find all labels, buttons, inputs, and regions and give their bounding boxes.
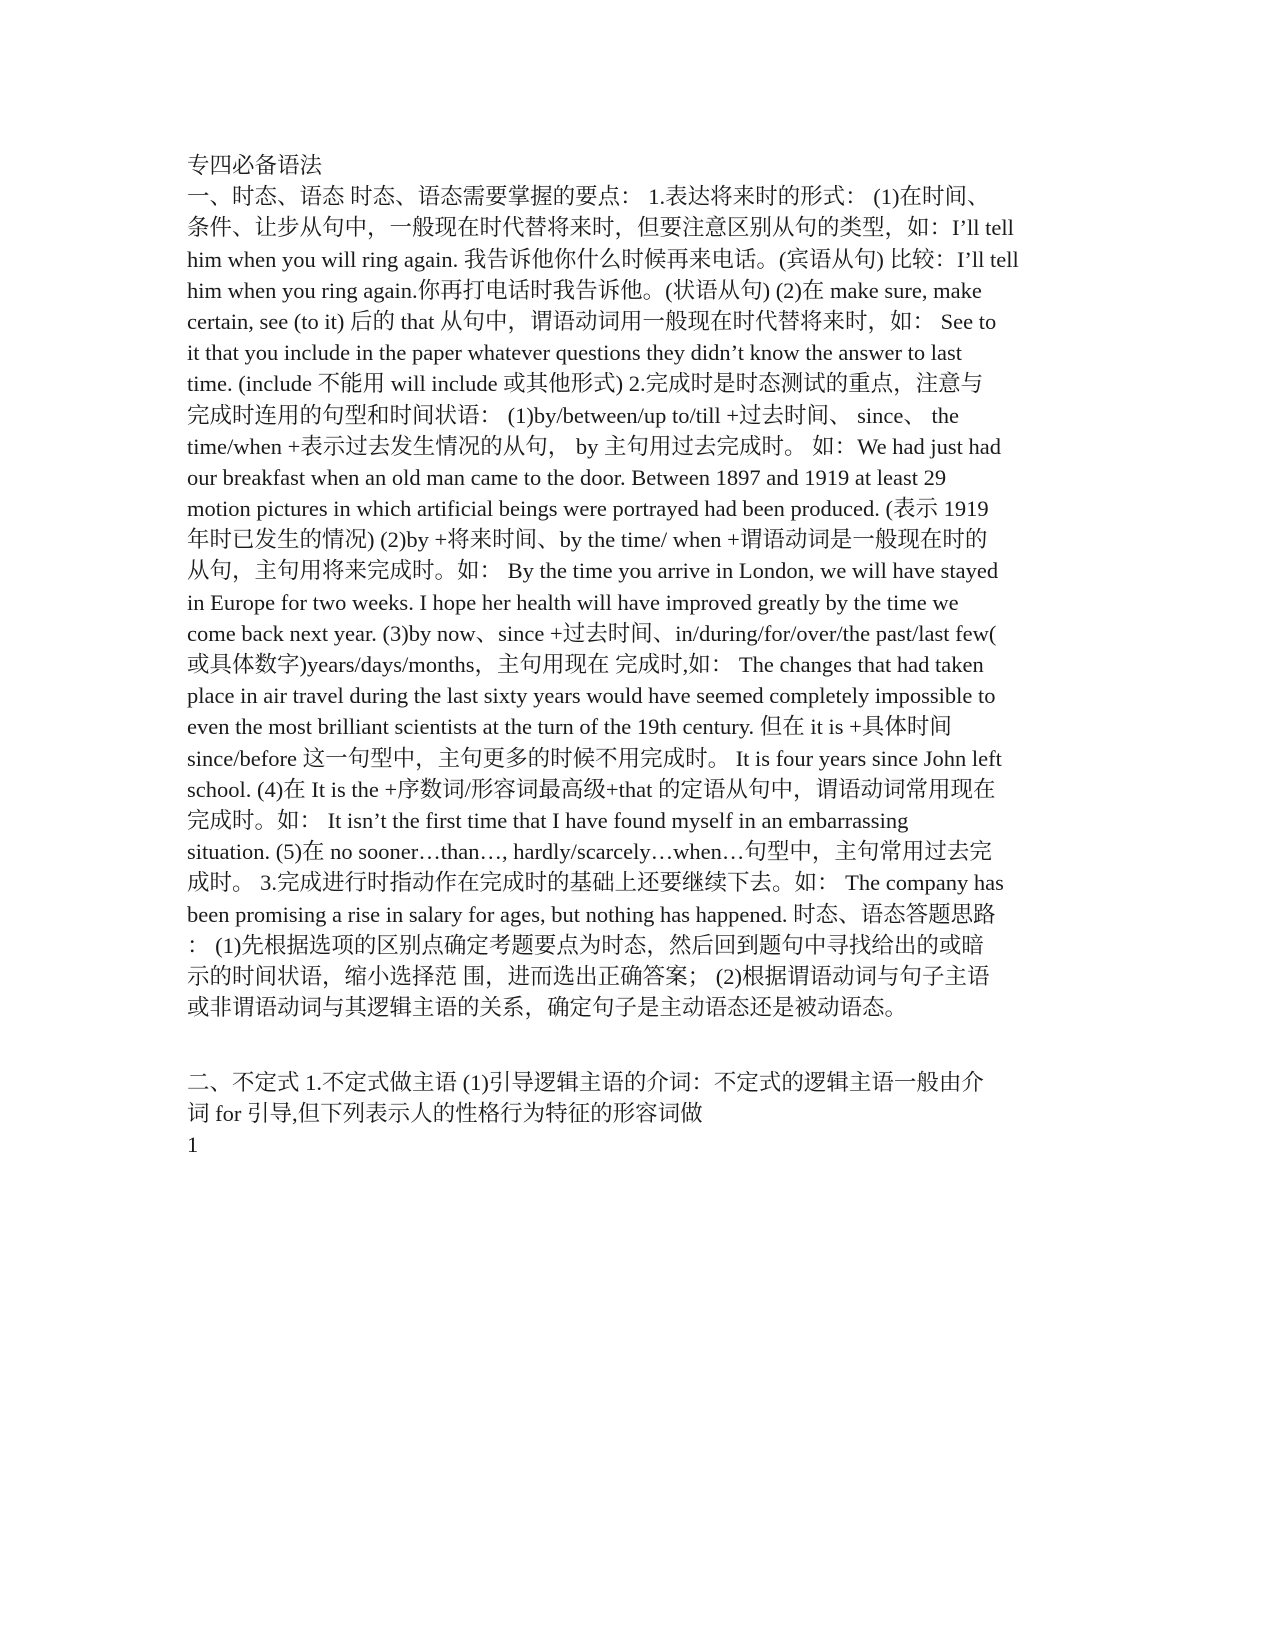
text-line: 完成时。如： It isn’t the first time that I have found myself in an embarrassing (187, 807, 909, 833)
text-line: 或非谓语动词与其逻辑主语的关系，确定句子是主动语态还是被动语态。 (187, 995, 908, 1021)
text-line: in Europe for two weeks. I hope her health will have improved greatly by the time we (187, 589, 959, 615)
text-line: motion pictures in which artificial beings were portrayed had been produced. (表示 1919 (187, 496, 989, 522)
text-line: him when you will ring again. 我告诉他你什么时候再来电话。(宾语从句) 比较：I’ll tell (187, 246, 1019, 272)
text-line: 示的时间状语，缩小选择范 围，进而选出正确答案； (2)根据谓语动词与句子主语 (187, 963, 990, 989)
text-line: 或具体数字)years/days/months，主句用现在 完成时,如： The changes that had taken (187, 652, 984, 677)
text-line: it that you include in the paper whatever questions they didn’t know the answer to last (187, 340, 963, 366)
text-line: 条件、让步从句中，一般现在时代替将来时，但要注意区别从句的类型，如：I’ll tell (187, 215, 1014, 241)
section-one-text (187, 150, 1107, 1023)
text-line: 一、时态、语态 时态、语态需要掌握的要点： 1.表达将来时的形式： (1)在时间、 (187, 184, 990, 210)
text-line: since/before 这一句型中，主句更多的时候不用完成时。 It is four years since John left (187, 745, 1002, 771)
text-line: ： (1)先根据选项的区别点确定考题要点为时态，然后回到题句中寻找给出的或暗 (187, 932, 984, 958)
text-line: come back next year. (3)by now、since +过去时间、in/during/for/over/the past/last few( (187, 620, 997, 646)
text-line: our breakfast when an old man came to the door. Between 1897 and 1919 at least 29 (187, 464, 947, 490)
text-line: him when you ring again.你再打电话时我告诉他。(状语从句) (2)在 make sure, make (187, 277, 982, 303)
page-number: 1 (187, 1132, 199, 1158)
document-title: 专四必备语法 (187, 153, 323, 178)
text-line: even the most brilliant scientists at the turn of the 19th century. 但在 it is +具体时间 (187, 714, 952, 740)
text-line: situation. (5)在 no sooner…than…, hardly/scarcely…when…句型中，主句常用过去完 (187, 839, 992, 865)
section-two-text (187, 1067, 1107, 1161)
text-line: 完成时连用的句型和时间状语： (1)by/between/up to/till +过去时间、 since、 the (187, 402, 959, 428)
text-line: 二、不定式 1.不定式做主语 (1)引导逻辑主语的介词：不定式的逻辑主语一般由介 (187, 1070, 984, 1095)
text-line: 从句，主句用将来完成时。如： By the time you arrive in London, we will have stayed (187, 558, 999, 584)
text-line: school. (4)在 It is the +序数词/形容词最高级+that 的定语从句中，谓语动词常用现在 (187, 776, 996, 802)
text-line: been promising a rise in salary for ages, but nothing has happened. 时态、语态答题思路 (187, 901, 996, 927)
text-line: 成时。 3.完成进行时指动作在完成时的基础上还要继续下去。如： The company has (187, 870, 1004, 896)
text-line: 年时已发生的情况) (2)by +将来时间、by the time/ when +谓语动词是一般现在时的 (187, 527, 988, 553)
text-line: place in air travel during the last sixty years would have seemed completely impossible to (187, 683, 996, 709)
text-line: 词 for 引导,但下列表示人的性格行为特征的形容词做 (187, 1101, 703, 1127)
text-line: time. (include 不能用 will include 或其他形式) 2.完成时是时态测试的重点，注意与 (187, 371, 984, 397)
text-line: time/when +表示过去发生情况的从句， by 主句用过去完成时。 如：We had just had (187, 433, 1001, 459)
text-line: certain, see (to it) 后的 that 从句中，谓语动词用一般现在时代替将来时，如： See to (187, 308, 997, 334)
